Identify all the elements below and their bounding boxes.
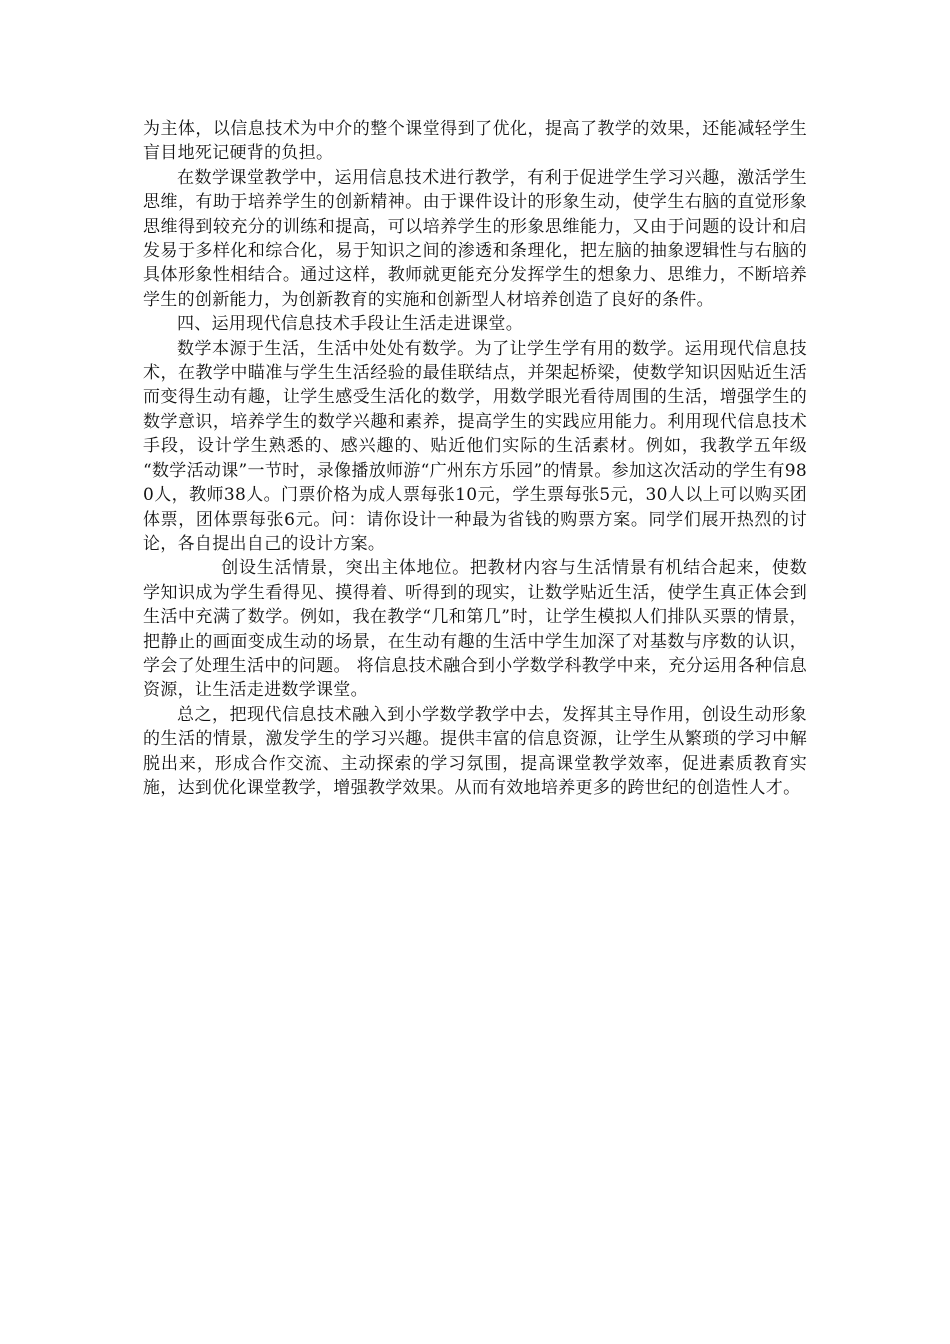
paragraph-conclusion: 总之，把现代信息技术融入到小学数学教学中去，发挥其主导作用，创设生动形象的生活的情景，激发学生的学习兴趣。提供丰富的信息资源，让学生从繁琐的学习中解脱出来，形成合作交流、主动探索的学习氛围，提高课堂教学效率，促进素质教育实施，达到优化课堂教学，增强教学效果。从而有效地培养更多的跨世纪的创造性人才。	[143, 704, 807, 798]
paragraph-life-scenario: 创设生活情景，突出主体地位。把教材内容与生活情景有机结合起来，使数学知识成为学生看得见、摸得着、听得到的现实，让数学贴近生活，使学生真正体会到生活中充满了数学。例如，我在教学“几和第几”时，让学生模拟人们排队买票的情景，把静止的画面变成生动的场景，在生动有趣的生活中学生加深了对基数与序数的认识，学会了处理生活中的问题。 将信息技术融合到小学数学科教学中来，充分运用各种信息资源，让生活走进数学课堂。	[143, 558, 807, 701]
section-heading-four: 四、运用现代信息技术手段让生活走进课堂。	[177, 314, 523, 335]
document-body	[143, 117, 807, 800]
paragraph-classroom-teaching: 在数学课堂教学中，运用信息技术进行教学，有利于促进学生学习兴趣，激活学生思维，有助于培养学生的创新精神。由于课件设计的形象生动，使学生右脑的直觉形象思维得到较充分的训练和提高，可以培养学生的形象思维能力，又由于问题的设计和启发易于多样化和综合化，易于知识之间的渗透和条理化，把左脑的抽象逻辑性与右脑的具体形象性相结合。通过这样，教师就更能充分发挥学生的想象力、思维力，不断培养学生的创新能力，为创新教育的实施和创新型人材培养创造了良好的条件。	[143, 167, 807, 310]
paragraph-math-from-life: 数学本源于生活，生活中处处有数学。为了让学生学有用的数学。运用现代信息技术，在教学中瞄准与学生生活经验的最佳联结点，并架起桥梁，使数学知识因贴近生活而变得生动有趣，让学生感受生活化的数学，用数学眼光看待周围的生活，增强学生的数学意识，培养学生的数学兴趣和素养，提高学生的实践应用能力。利用现代信息技术手段，设计学生熟悉的、感兴趣的、贴近他们实际的生活素材。例如，我教学五年级 “数学活动课”一节时，录像播放师游“广州东方乐园”的情景。参加这次活动的学生有980人，教师38人。门票价格为成人票每张10元，学生票每张5元，30人以上可以购买团体票，团体票每张6元。问：请你设计一种最为省钱的购票方案。同学们展开热烈的讨论，各自提出自己的设计方案。	[143, 338, 807, 554]
paragraph-continuation: 为主体，以信息技术为中介的整个课堂得到了优化，提高了教学的效果，还能减轻学生盲目地死记硬背的负担。	[143, 119, 807, 164]
